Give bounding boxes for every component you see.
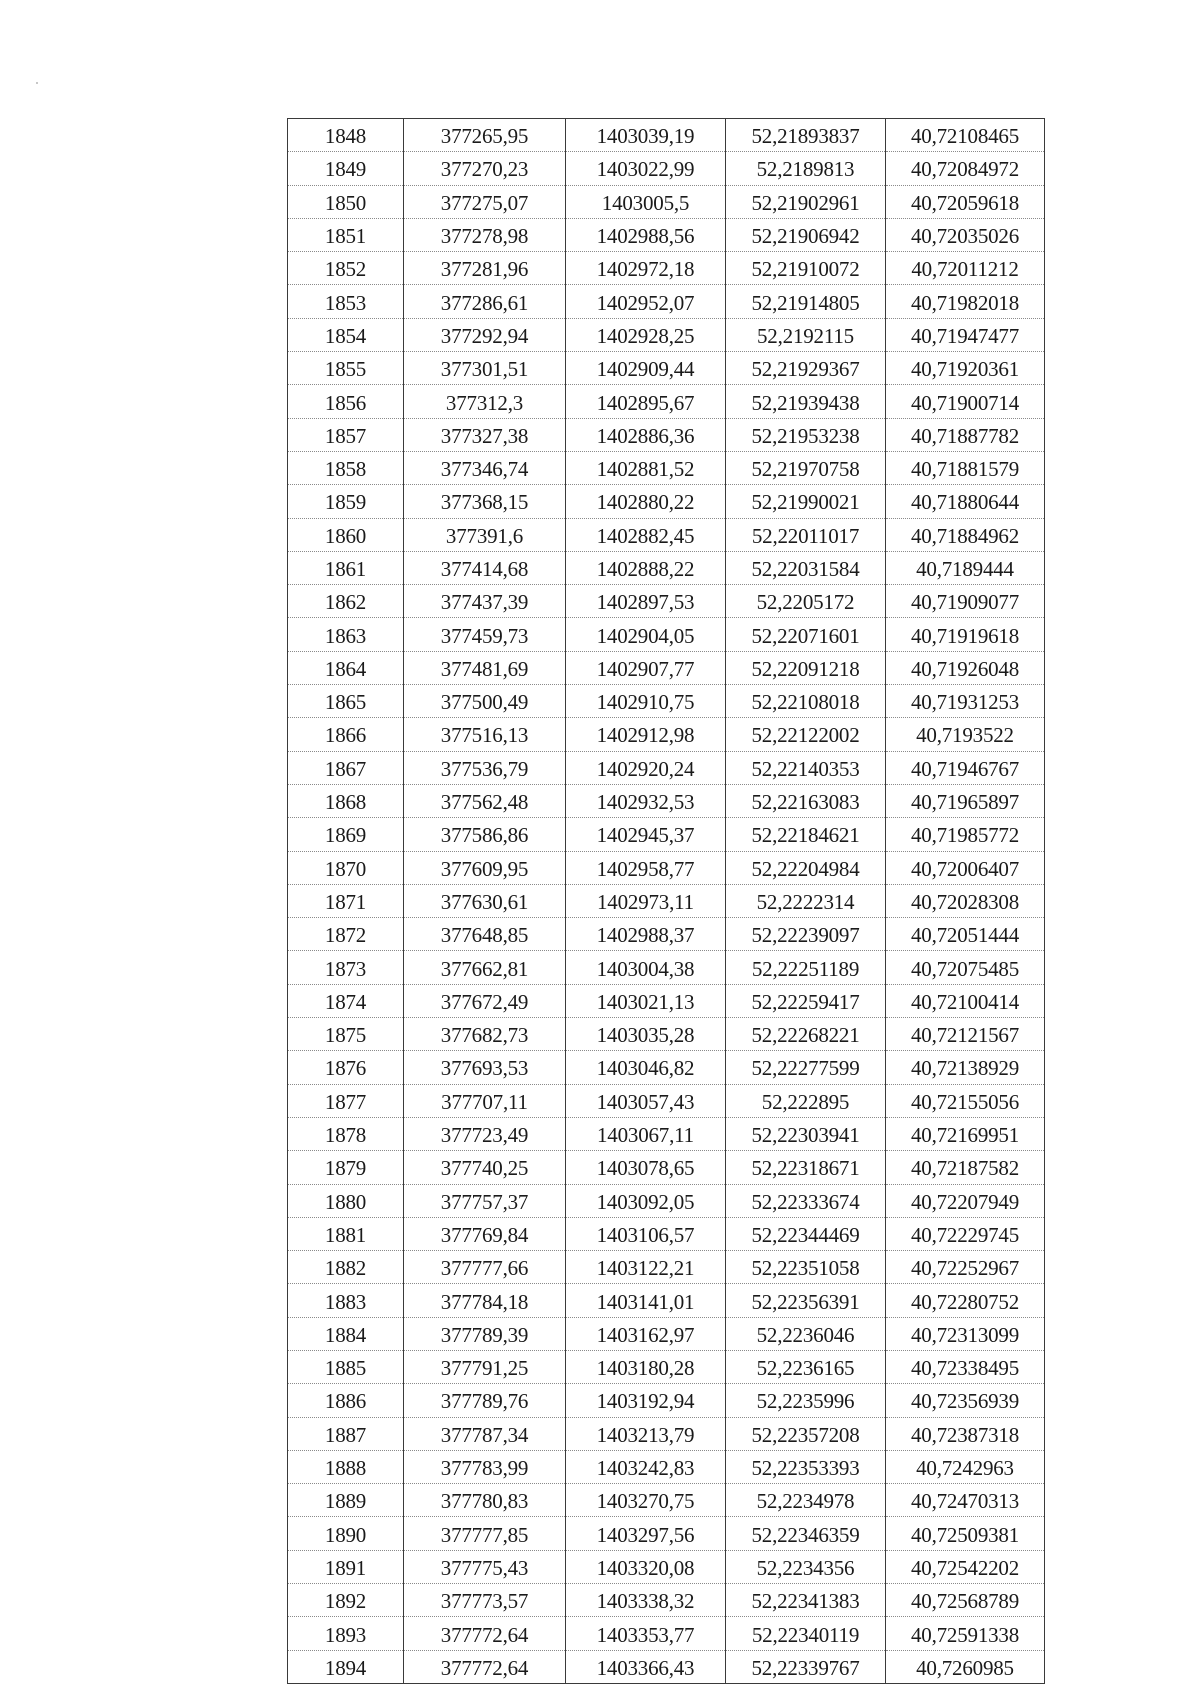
latitude-cell: 52,22108018 <box>726 685 886 718</box>
longitude-cell: 40,72084972 <box>886 152 1045 185</box>
table-row <box>288 185 1045 218</box>
x-coordinate-cell: 377787,34 <box>404 1417 566 1450</box>
latitude-cell: 52,22344469 <box>726 1217 886 1250</box>
y-coordinate-cell: 1403046,82 <box>566 1051 726 1084</box>
point-number-cell: 1866 <box>288 718 404 751</box>
x-coordinate-cell: 377609,95 <box>404 851 566 884</box>
point-number-cell: 1851 <box>288 218 404 251</box>
table-row <box>288 1251 1045 1284</box>
point-number-cell: 1894 <box>288 1650 404 1683</box>
table-row <box>288 1051 1045 1084</box>
point-number-cell: 1889 <box>288 1484 404 1517</box>
latitude-cell: 52,2189813 <box>726 152 886 185</box>
y-coordinate-cell: 1402945,37 <box>566 818 726 851</box>
latitude-cell: 52,22333674 <box>726 1184 886 1217</box>
table-row <box>288 1184 1045 1217</box>
point-number-cell: 1856 <box>288 385 404 418</box>
x-coordinate-cell: 377772,64 <box>404 1650 566 1683</box>
longitude-cell: 40,72509381 <box>886 1517 1045 1550</box>
point-number-cell: 1868 <box>288 784 404 817</box>
y-coordinate-cell: 1402910,75 <box>566 685 726 718</box>
point-number-cell: 1870 <box>288 851 404 884</box>
latitude-cell: 52,22140353 <box>726 751 886 784</box>
latitude-cell: 52,22204984 <box>726 851 886 884</box>
longitude-cell: 40,71920361 <box>886 352 1045 385</box>
point-number-cell: 1878 <box>288 1117 404 1150</box>
y-coordinate-cell: 1403338,32 <box>566 1584 726 1617</box>
latitude-cell: 52,22318671 <box>726 1151 886 1184</box>
table-row <box>288 1350 1045 1383</box>
longitude-cell: 40,72187582 <box>886 1151 1045 1184</box>
point-number-cell: 1880 <box>288 1184 404 1217</box>
point-number-cell: 1855 <box>288 352 404 385</box>
point-number-cell: 1890 <box>288 1517 404 1550</box>
longitude-cell: 40,72035026 <box>886 218 1045 251</box>
x-coordinate-cell: 377281,96 <box>404 252 566 285</box>
latitude-cell: 52,22122002 <box>726 718 886 751</box>
latitude-cell: 52,21929367 <box>726 352 886 385</box>
table-row <box>288 951 1045 984</box>
table-row <box>288 152 1045 185</box>
table-row <box>288 1284 1045 1317</box>
latitude-cell: 52,22353393 <box>726 1450 886 1483</box>
y-coordinate-cell: 1402888,22 <box>566 551 726 584</box>
latitude-cell: 52,21910072 <box>726 252 886 285</box>
y-coordinate-cell: 1403213,79 <box>566 1417 726 1450</box>
latitude-cell: 52,22346359 <box>726 1517 886 1550</box>
y-coordinate-cell: 1402880,22 <box>566 485 726 518</box>
longitude-cell: 40,71884962 <box>886 518 1045 551</box>
latitude-cell: 52,22251189 <box>726 951 886 984</box>
point-number-cell: 1884 <box>288 1317 404 1350</box>
x-coordinate-cell: 377500,49 <box>404 685 566 718</box>
point-number-cell: 1863 <box>288 618 404 651</box>
x-coordinate-cell: 377536,79 <box>404 751 566 784</box>
longitude-cell: 40,7193522 <box>886 718 1045 751</box>
y-coordinate-cell: 1403005,5 <box>566 185 726 218</box>
latitude-cell: 52,22259417 <box>726 984 886 1017</box>
point-number-cell: 1885 <box>288 1350 404 1383</box>
table-row <box>288 1317 1045 1350</box>
x-coordinate-cell: 377773,57 <box>404 1584 566 1617</box>
latitude-cell: 52,22011017 <box>726 518 886 551</box>
point-number-cell: 1849 <box>288 152 404 185</box>
longitude-cell: 40,72051444 <box>886 918 1045 951</box>
longitude-cell: 40,72028308 <box>886 884 1045 917</box>
table-row <box>288 1384 1045 1417</box>
x-coordinate-cell: 377275,07 <box>404 185 566 218</box>
point-number-cell: 1867 <box>288 751 404 784</box>
latitude-cell: 52,2192115 <box>726 318 886 351</box>
point-number-cell: 1861 <box>288 551 404 584</box>
y-coordinate-cell: 1403022,99 <box>566 152 726 185</box>
x-coordinate-cell: 377516,13 <box>404 718 566 751</box>
coordinates-table-container <box>287 118 1044 1684</box>
table-row <box>288 851 1045 884</box>
latitude-cell: 52,22351058 <box>726 1251 886 1284</box>
table-row <box>288 685 1045 718</box>
table-row <box>288 884 1045 917</box>
table-row <box>288 651 1045 684</box>
latitude-cell: 52,22239097 <box>726 918 886 951</box>
scan-speck <box>36 82 38 84</box>
longitude-cell: 40,72229745 <box>886 1217 1045 1250</box>
x-coordinate-cell: 377783,99 <box>404 1450 566 1483</box>
y-coordinate-cell: 1402972,18 <box>566 252 726 285</box>
x-coordinate-cell: 377391,6 <box>404 518 566 551</box>
x-coordinate-cell: 377481,69 <box>404 651 566 684</box>
y-coordinate-cell: 1403297,56 <box>566 1517 726 1550</box>
point-number-cell: 1873 <box>288 951 404 984</box>
y-coordinate-cell: 1402907,77 <box>566 651 726 684</box>
point-number-cell: 1886 <box>288 1384 404 1417</box>
y-coordinate-cell: 1402912,98 <box>566 718 726 751</box>
latitude-cell: 52,21990021 <box>726 485 886 518</box>
latitude-cell: 52,2222314 <box>726 884 886 917</box>
longitude-cell: 40,72011212 <box>886 252 1045 285</box>
point-number-cell: 1875 <box>288 1018 404 1051</box>
x-coordinate-cell: 377630,61 <box>404 884 566 917</box>
x-coordinate-cell: 377437,39 <box>404 585 566 618</box>
longitude-cell: 40,71880644 <box>886 485 1045 518</box>
longitude-cell: 40,72387318 <box>886 1417 1045 1450</box>
longitude-cell: 40,71887782 <box>886 418 1045 451</box>
table-row <box>288 451 1045 484</box>
latitude-cell: 52,2235996 <box>726 1384 886 1417</box>
table-row <box>288 618 1045 651</box>
x-coordinate-cell: 377648,85 <box>404 918 566 951</box>
table-row <box>288 718 1045 751</box>
point-number-cell: 1883 <box>288 1284 404 1317</box>
longitude-cell: 40,72356939 <box>886 1384 1045 1417</box>
table-row <box>288 1217 1045 1250</box>
table-row <box>288 551 1045 584</box>
x-coordinate-cell: 377562,48 <box>404 784 566 817</box>
y-coordinate-cell: 1402897,53 <box>566 585 726 618</box>
y-coordinate-cell: 1403035,28 <box>566 1018 726 1051</box>
y-coordinate-cell: 1403039,19 <box>566 119 726 152</box>
point-number-cell: 1872 <box>288 918 404 951</box>
longitude-cell: 40,72006407 <box>886 851 1045 884</box>
x-coordinate-cell: 377707,11 <box>404 1084 566 1117</box>
table-row <box>288 1117 1045 1150</box>
table-row <box>288 285 1045 318</box>
latitude-cell: 52,21906942 <box>726 218 886 251</box>
point-number-cell: 1887 <box>288 1417 404 1450</box>
table-row <box>288 385 1045 418</box>
x-coordinate-cell: 377286,61 <box>404 285 566 318</box>
table-row <box>288 1517 1045 1550</box>
y-coordinate-cell: 1403270,75 <box>566 1484 726 1517</box>
point-number-cell: 1852 <box>288 252 404 285</box>
point-number-cell: 1869 <box>288 818 404 851</box>
longitude-cell: 40,7260985 <box>886 1650 1045 1683</box>
y-coordinate-cell: 1402904,05 <box>566 618 726 651</box>
x-coordinate-cell: 377312,3 <box>404 385 566 418</box>
y-coordinate-cell: 1402952,07 <box>566 285 726 318</box>
longitude-cell: 40,71900714 <box>886 385 1045 418</box>
y-coordinate-cell: 1402881,52 <box>566 451 726 484</box>
y-coordinate-cell: 1403092,05 <box>566 1184 726 1217</box>
point-number-cell: 1859 <box>288 485 404 518</box>
x-coordinate-cell: 377327,38 <box>404 418 566 451</box>
longitude-cell: 40,72338495 <box>886 1350 1045 1383</box>
x-coordinate-cell: 377777,66 <box>404 1251 566 1284</box>
longitude-cell: 40,72207949 <box>886 1184 1045 1217</box>
latitude-cell: 52,22303941 <box>726 1117 886 1150</box>
latitude-cell: 52,21953238 <box>726 418 886 451</box>
longitude-cell: 40,71881579 <box>886 451 1045 484</box>
longitude-cell: 40,71919618 <box>886 618 1045 651</box>
point-number-cell: 1877 <box>288 1084 404 1117</box>
table-row <box>288 119 1045 152</box>
point-number-cell: 1865 <box>288 685 404 718</box>
y-coordinate-cell: 1402909,44 <box>566 352 726 385</box>
longitude-cell: 40,72059618 <box>886 185 1045 218</box>
table-row <box>288 918 1045 951</box>
point-number-cell: 1848 <box>288 119 404 152</box>
x-coordinate-cell: 377789,76 <box>404 1384 566 1417</box>
point-number-cell: 1857 <box>288 418 404 451</box>
longitude-cell: 40,72108465 <box>886 119 1045 152</box>
y-coordinate-cell: 1402882,45 <box>566 518 726 551</box>
longitude-cell: 40,72280752 <box>886 1284 1045 1317</box>
latitude-cell: 52,21902961 <box>726 185 886 218</box>
x-coordinate-cell: 377270,23 <box>404 152 566 185</box>
latitude-cell: 52,21914805 <box>726 285 886 318</box>
longitude-cell: 40,72568789 <box>886 1584 1045 1617</box>
latitude-cell: 52,22031584 <box>726 551 886 584</box>
table-row <box>288 1650 1045 1683</box>
x-coordinate-cell: 377775,43 <box>404 1550 566 1583</box>
table-row <box>288 485 1045 518</box>
y-coordinate-cell: 1402895,67 <box>566 385 726 418</box>
y-coordinate-cell: 1403078,65 <box>566 1151 726 1184</box>
longitude-cell: 40,71946767 <box>886 751 1045 784</box>
table-row <box>288 818 1045 851</box>
point-number-cell: 1850 <box>288 185 404 218</box>
y-coordinate-cell: 1403180,28 <box>566 1350 726 1383</box>
longitude-cell: 40,72169951 <box>886 1117 1045 1150</box>
point-number-cell: 1879 <box>288 1151 404 1184</box>
point-number-cell: 1882 <box>288 1251 404 1284</box>
y-coordinate-cell: 1402920,24 <box>566 751 726 784</box>
y-coordinate-cell: 1402958,77 <box>566 851 726 884</box>
table-row <box>288 518 1045 551</box>
y-coordinate-cell: 1402928,25 <box>566 318 726 351</box>
longitude-cell: 40,71909077 <box>886 585 1045 618</box>
longitude-cell: 40,7189444 <box>886 551 1045 584</box>
x-coordinate-cell: 377777,85 <box>404 1517 566 1550</box>
latitude-cell: 52,22357208 <box>726 1417 886 1450</box>
y-coordinate-cell: 1403242,83 <box>566 1450 726 1483</box>
latitude-cell: 52,2234978 <box>726 1484 886 1517</box>
longitude-cell: 40,71982018 <box>886 285 1045 318</box>
longitude-cell: 40,72542202 <box>886 1550 1045 1583</box>
longitude-cell: 40,72100414 <box>886 984 1045 1017</box>
longitude-cell: 40,71926048 <box>886 651 1045 684</box>
table-row <box>288 585 1045 618</box>
table-row <box>288 751 1045 784</box>
table-row <box>288 218 1045 251</box>
x-coordinate-cell: 377784,18 <box>404 1284 566 1317</box>
latitude-cell: 52,2236165 <box>726 1350 886 1383</box>
table-row <box>288 1550 1045 1583</box>
latitude-cell: 52,2205172 <box>726 585 886 618</box>
y-coordinate-cell: 1402988,56 <box>566 218 726 251</box>
x-coordinate-cell: 377772,64 <box>404 1617 566 1650</box>
latitude-cell: 52,22340119 <box>726 1617 886 1650</box>
x-coordinate-cell: 377693,53 <box>404 1051 566 1084</box>
longitude-cell: 40,71985772 <box>886 818 1045 851</box>
longitude-cell: 40,7242963 <box>886 1450 1045 1483</box>
point-number-cell: 1876 <box>288 1051 404 1084</box>
point-number-cell: 1893 <box>288 1617 404 1650</box>
y-coordinate-cell: 1403162,97 <box>566 1317 726 1350</box>
y-coordinate-cell: 1403141,01 <box>566 1284 726 1317</box>
x-coordinate-cell: 377346,74 <box>404 451 566 484</box>
x-coordinate-cell: 377368,15 <box>404 485 566 518</box>
y-coordinate-cell: 1403320,08 <box>566 1550 726 1583</box>
table-row <box>288 784 1045 817</box>
longitude-cell: 40,71947477 <box>886 318 1045 351</box>
latitude-cell: 52,22184621 <box>726 818 886 851</box>
y-coordinate-cell: 1403192,94 <box>566 1384 726 1417</box>
x-coordinate-cell: 377723,49 <box>404 1117 566 1150</box>
latitude-cell: 52,2234356 <box>726 1550 886 1583</box>
x-coordinate-cell: 377757,37 <box>404 1184 566 1217</box>
table-row <box>288 418 1045 451</box>
y-coordinate-cell: 1403021,13 <box>566 984 726 1017</box>
longitude-cell: 40,71931253 <box>886 685 1045 718</box>
point-number-cell: 1858 <box>288 451 404 484</box>
x-coordinate-cell: 377789,39 <box>404 1317 566 1350</box>
table-row <box>288 1617 1045 1650</box>
latitude-cell: 52,21939438 <box>726 385 886 418</box>
longitude-cell: 40,72138929 <box>886 1051 1045 1084</box>
point-number-cell: 1888 <box>288 1450 404 1483</box>
x-coordinate-cell: 377414,68 <box>404 551 566 584</box>
point-number-cell: 1864 <box>288 651 404 684</box>
point-number-cell: 1862 <box>288 585 404 618</box>
longitude-cell: 40,72470313 <box>886 1484 1045 1517</box>
x-coordinate-cell: 377662,81 <box>404 951 566 984</box>
latitude-cell: 52,22268221 <box>726 1018 886 1051</box>
table-row <box>288 252 1045 285</box>
y-coordinate-cell: 1403057,43 <box>566 1084 726 1117</box>
table-row <box>288 1084 1045 1117</box>
table-row <box>288 1450 1045 1483</box>
x-coordinate-cell: 377292,94 <box>404 318 566 351</box>
x-coordinate-cell: 377265,95 <box>404 119 566 152</box>
latitude-cell: 52,22163083 <box>726 784 886 817</box>
x-coordinate-cell: 377586,86 <box>404 818 566 851</box>
longitude-cell: 40,72155056 <box>886 1084 1045 1117</box>
table-row <box>288 1018 1045 1051</box>
y-coordinate-cell: 1402886,36 <box>566 418 726 451</box>
point-number-cell: 1874 <box>288 984 404 1017</box>
point-number-cell: 1881 <box>288 1217 404 1250</box>
x-coordinate-cell: 377791,25 <box>404 1350 566 1383</box>
latitude-cell: 52,22341383 <box>726 1584 886 1617</box>
y-coordinate-cell: 1403353,77 <box>566 1617 726 1650</box>
point-number-cell: 1892 <box>288 1584 404 1617</box>
y-coordinate-cell: 1403366,43 <box>566 1650 726 1683</box>
table-row <box>288 318 1045 351</box>
latitude-cell: 52,22339767 <box>726 1650 886 1683</box>
x-coordinate-cell: 377278,98 <box>404 218 566 251</box>
y-coordinate-cell: 1403122,21 <box>566 1251 726 1284</box>
longitude-cell: 40,72252967 <box>886 1251 1045 1284</box>
x-coordinate-cell: 377769,84 <box>404 1217 566 1250</box>
table-row <box>288 1417 1045 1450</box>
y-coordinate-cell: 1403067,11 <box>566 1117 726 1150</box>
y-coordinate-cell: 1402932,53 <box>566 784 726 817</box>
point-number-cell: 1854 <box>288 318 404 351</box>
point-number-cell: 1891 <box>288 1550 404 1583</box>
latitude-cell: 52,222895 <box>726 1084 886 1117</box>
latitude-cell: 52,22091218 <box>726 651 886 684</box>
latitude-cell: 52,2236046 <box>726 1317 886 1350</box>
longitude-cell: 40,72075485 <box>886 951 1045 984</box>
x-coordinate-cell: 377672,49 <box>404 984 566 1017</box>
x-coordinate-cell: 377780,83 <box>404 1484 566 1517</box>
longitude-cell: 40,72591338 <box>886 1617 1045 1650</box>
y-coordinate-cell: 1403004,38 <box>566 951 726 984</box>
latitude-cell: 52,21970758 <box>726 451 886 484</box>
latitude-cell: 52,22356391 <box>726 1284 886 1317</box>
point-number-cell: 1860 <box>288 518 404 551</box>
latitude-cell: 52,22071601 <box>726 618 886 651</box>
latitude-cell: 52,22277599 <box>726 1051 886 1084</box>
table-row <box>288 1484 1045 1517</box>
table-row <box>288 1151 1045 1184</box>
table-row <box>288 352 1045 385</box>
y-coordinate-cell: 1402988,37 <box>566 918 726 951</box>
table-row <box>288 984 1045 1017</box>
x-coordinate-cell: 377301,51 <box>404 352 566 385</box>
y-coordinate-cell: 1402973,11 <box>566 884 726 917</box>
x-coordinate-cell: 377740,25 <box>404 1151 566 1184</box>
y-coordinate-cell: 1403106,57 <box>566 1217 726 1250</box>
point-number-cell: 1853 <box>288 285 404 318</box>
coordinates-table <box>287 118 1045 1684</box>
x-coordinate-cell: 377682,73 <box>404 1018 566 1051</box>
longitude-cell: 40,72313099 <box>886 1317 1045 1350</box>
longitude-cell: 40,72121567 <box>886 1018 1045 1051</box>
longitude-cell: 40,71965897 <box>886 784 1045 817</box>
table-row <box>288 1584 1045 1617</box>
latitude-cell: 52,21893837 <box>726 119 886 152</box>
point-number-cell: 1871 <box>288 884 404 917</box>
x-coordinate-cell: 377459,73 <box>404 618 566 651</box>
coordinates-table-body <box>288 119 1045 1684</box>
